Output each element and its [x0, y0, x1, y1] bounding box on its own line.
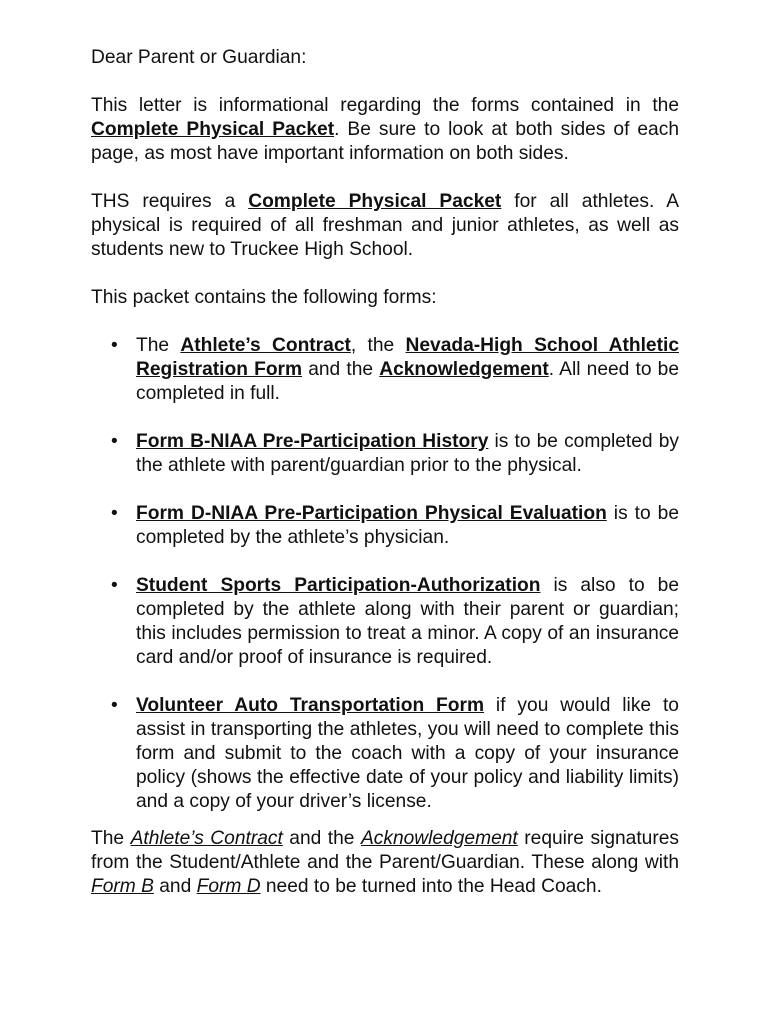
closing-text: need to be turned into the Head Coach. — [260, 876, 602, 897]
item-text: The — [136, 335, 181, 356]
registration-form-label: Nevada-High School Athletic Registration Form — [136, 335, 679, 380]
list-item — [91, 334, 679, 406]
bullet-icon: • — [111, 335, 118, 356]
form-b-ref: Form B — [91, 876, 154, 897]
form-b-label: Form B-NIAA Pre-Participation History — [136, 431, 489, 452]
packet-name: Complete Physical Packet — [91, 119, 335, 140]
closing-text: and — [153, 876, 197, 897]
transportation-form-label: Volunteer Auto Transportation Form — [136, 695, 485, 716]
letter — [91, 46, 679, 899]
bullet-icon: • — [111, 695, 118, 716]
intro-text: This letter is informational regarding the forms contained in the — [91, 95, 679, 116]
forms-list — [91, 334, 679, 814]
closing-text: and the — [282, 828, 361, 849]
authorization-form-label: Student Sports Participation-Authorization — [136, 575, 541, 596]
form-d-label: Form D-NIAA Pre-Participation Physical Evaluation — [136, 503, 607, 524]
item-text: . All need to be completed in full. — [136, 359, 679, 404]
closing-text: The — [91, 828, 131, 849]
item-text: and the — [302, 359, 380, 380]
item-text: is to be completed by the athlete with parent/guardian prior to the physical. — [136, 431, 679, 476]
bullet-icon: • — [111, 575, 118, 596]
packet-name: Complete Physical Packet — [248, 191, 502, 212]
list-item — [91, 502, 679, 550]
athletes-contract-ref: Athlete’s Contract — [130, 828, 283, 849]
list-item — [91, 574, 679, 670]
closing-paragraph — [91, 827, 679, 899]
acknowledgement-label: Acknowledgement — [379, 359, 549, 380]
acknowledgement-ref: Acknowledgement — [360, 828, 518, 849]
bullet-icon: • — [111, 503, 118, 524]
closing-text: require signatures from the Student/Athlete and the Parent/Guardian. These along with — [91, 828, 679, 873]
list-item — [91, 694, 679, 814]
list-item — [91, 430, 679, 478]
forms-intro: This packet contains the following forms: — [91, 287, 437, 308]
salutation: Dear Parent or Guardian: — [91, 47, 307, 68]
intro-text-end: . Be sure to look at both sides of each page, as most have important information on both sides. — [91, 119, 679, 164]
form-d-ref: Form D — [196, 876, 261, 897]
athletes-contract-label: Athlete’s Contract — [180, 335, 351, 356]
intro-paragraph — [91, 94, 679, 166]
requirement-text: THS requires a — [91, 191, 249, 212]
item-text: if you would like to assist in transporting the athletes, you will need to complete this form and submit to the coach with a copy of your insurance policy (shows the effective date of your policy and liability limits) and a copy of your driver’s license. — [136, 695, 679, 812]
item-text: is also to be completed by the athlete along with their parent or guardian; this includes permission to treat a minor. A copy of an insurance card and/or proof of insurance is required. — [136, 575, 679, 668]
item-text: is to be completed by the athlete’s physician. — [136, 503, 679, 548]
bullet-icon: • — [111, 431, 118, 452]
item-text: , the — [350, 335, 406, 356]
requirement-text-end: for all athletes. A physical is required of all freshman and junior athletes, as well as students new to Truckee High School. — [91, 191, 679, 260]
requirement-paragraph — [91, 190, 679, 262]
